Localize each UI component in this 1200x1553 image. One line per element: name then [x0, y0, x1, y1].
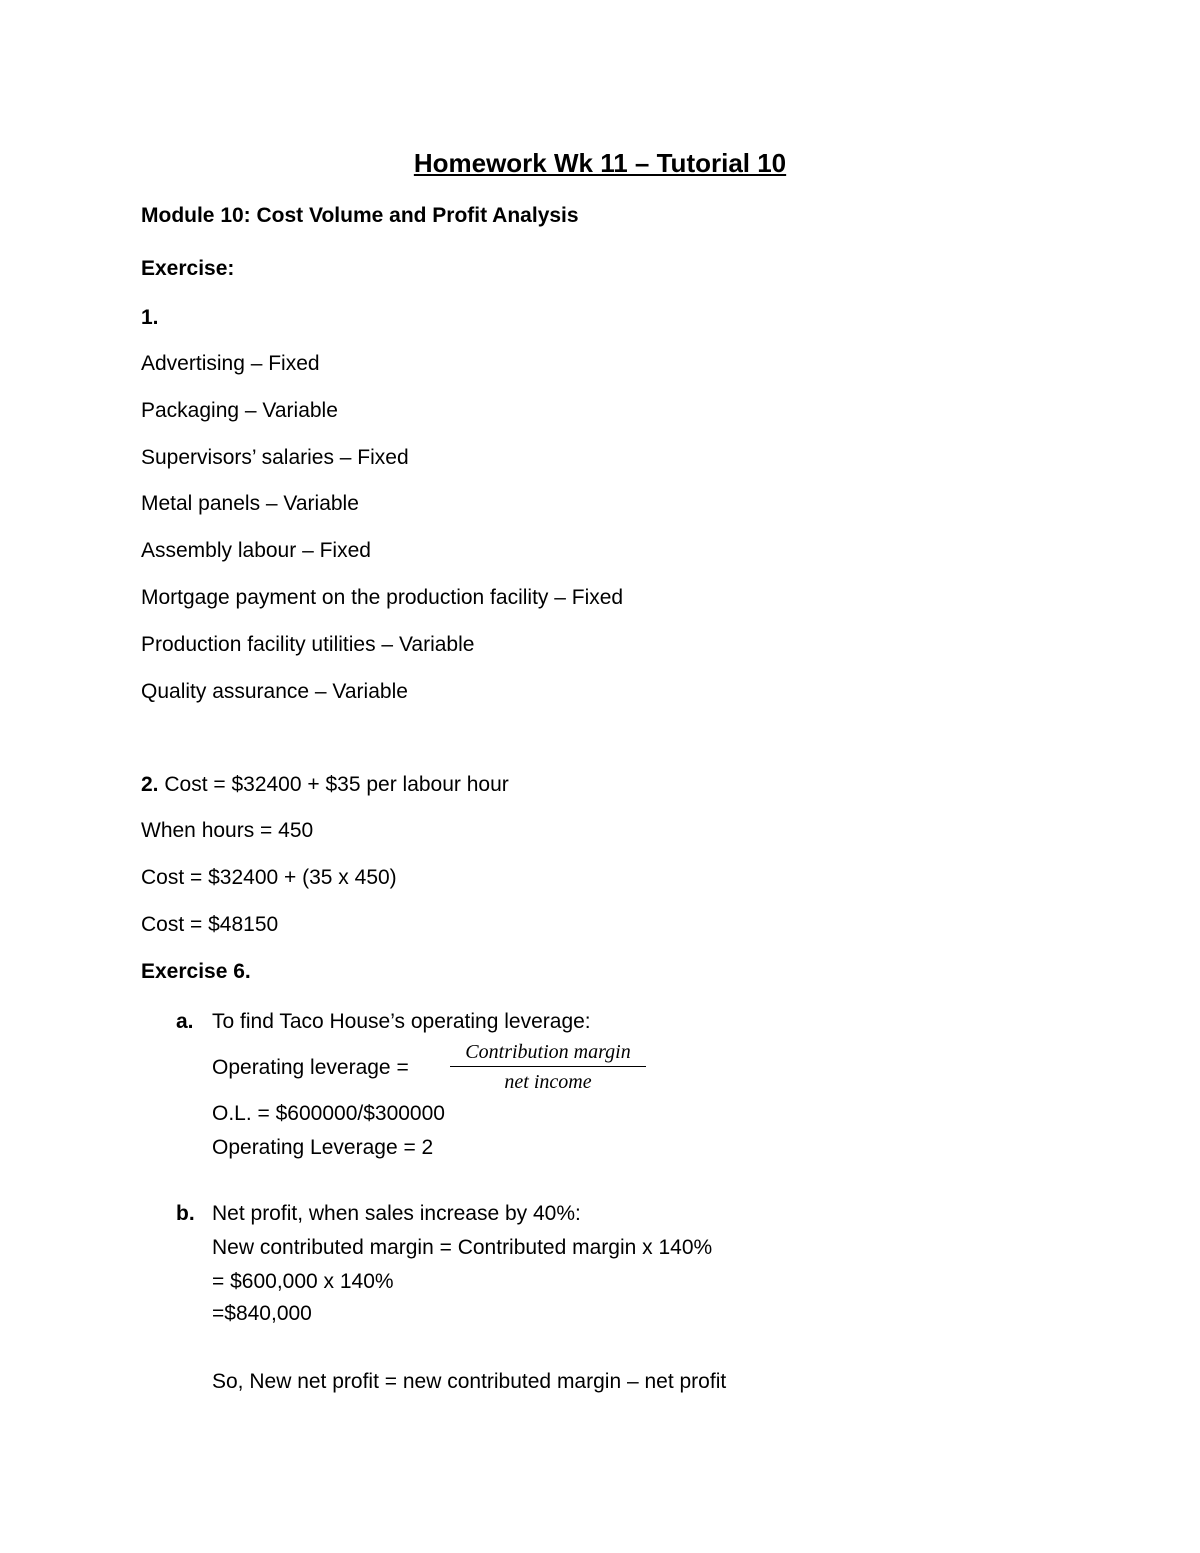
cost-classification-item: Mortgage payment on the production facility – Fixed [141, 586, 624, 609]
cost-classification-item: Quality assurance – Variable [141, 680, 408, 703]
exercise-6-heading: Exercise 6. [141, 960, 251, 983]
part-a-line: Operating Leverage = 2 [212, 1136, 434, 1159]
question-2-line: Cost = $32400 + (35 x 450) [141, 866, 397, 889]
operating-leverage-label: Operating leverage = [212, 1056, 409, 1079]
part-a-intro: To find Taco House’s operating leverage: [212, 1010, 591, 1033]
question-2-line: When hours = 450 [141, 819, 314, 842]
operating-leverage-fraction [450, 1040, 646, 1094]
cost-classification-item: Production facility utilities – Variable [141, 633, 475, 656]
question-2-number: 2. [141, 773, 159, 796]
question-2-line: Cost = $48150 [141, 913, 279, 936]
cost-classification-item: Assembly labour – Fixed [141, 539, 371, 562]
fraction-denominator: net income [504, 1071, 592, 1093]
question-2-formula: Cost = $32400 + $35 per labour hour [158, 773, 509, 796]
module-heading: Module 10: Cost Volume and Profit Analysis [141, 204, 579, 227]
part-b-line: New contributed margin = Contributed margin x 140% [212, 1236, 713, 1259]
cost-classification-item: Metal panels – Variable [141, 492, 359, 515]
document-title: Homework Wk 11 – Tutorial 10 [413, 148, 787, 178]
part-b-intro: Net profit, when sales increase by 40%: [212, 1202, 581, 1225]
question-2-formula-line [141, 772, 509, 798]
part-b-line: =$840,000 [212, 1302, 312, 1325]
cost-classification-item: Advertising – Fixed [141, 352, 320, 375]
part-b-conclusion: So, New net profit = new contributed margin – net profit [212, 1370, 727, 1393]
part-a-line: O.L. = $600000/$300000 [212, 1102, 445, 1125]
part-b-marker: b. [176, 1202, 195, 1225]
exercise-heading: Exercise: [141, 257, 235, 280]
cost-classification-item: Supervisors’ salaries – Fixed [141, 446, 409, 469]
part-b-line: = $600,000 x 140% [212, 1270, 394, 1293]
question-1-number: 1. [141, 306, 159, 329]
part-a-marker: a. [176, 1010, 194, 1033]
fraction-numerator: Contribution margin [450, 1040, 646, 1067]
cost-classification-item: Packaging – Variable [141, 399, 338, 422]
